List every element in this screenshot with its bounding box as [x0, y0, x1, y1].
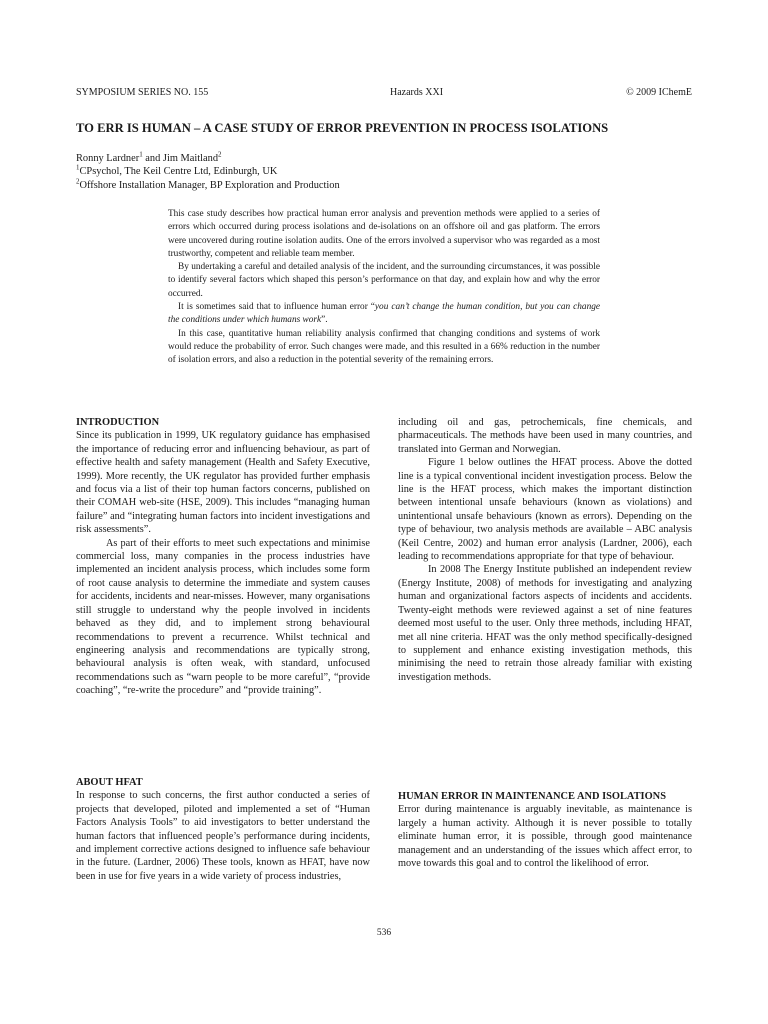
author-block [76, 152, 516, 192]
body-paragraph: In response to such concerns, the first author conducted a series of projects that developed, piloted and implemented a set of “Human Factors Analysis Tools” to aid investigators to better understand the human factors that influenced people’s performance during incidents, and implement corrective actions designed to influence safe behaviour in the future. (Lardner, 2006) These tools, known as HFAT, have now been in use for five years in a wide variety of process industries, [76, 790, 370, 882]
about-hfat-heading: ABOUT HFAT [76, 777, 143, 788]
page-number: 536 [376, 928, 392, 938]
abstract-paragraph: In this case, quantitative human reliability analysis confirmed that changing conditions and systems of work would reduce the probability of error. Such changes were made, and this resulted in a 66% reduction in the number of isolation errors, and also a reduction in the potential severity of the remaining errors. [168, 328, 600, 366]
about-hfat-continued [398, 416, 692, 684]
paper-title: TO ERR IS HUMAN – A CASE STUDY OF ERROR PREVENTION IN PROCESS ISOLATIONS [76, 121, 609, 135]
body-paragraph: Error during maintenance is arguably inevitable, as maintenance is largely a human activity. Although it is never possible to totally eliminate human error, it is possible, through good maintenance management and an understanding of the issues which affect error, to move towards this goal and to control the likelihood of error. [398, 804, 692, 870]
abstract-paragraph: By undertaking a careful and detailed analysis of the incident, and the surrounding circumstances, it was possible to identify several factors which shaped this person’s performance on that day, and explain how and why the error occurred. [168, 262, 600, 299]
abstract-paragraph: This case study describes how practical human error analysis and prevention methods were applied to a series of errors which occurred during process isolations and de-isolations on an offshore oil and gas platform. The errors were uncovered during routine isolation audits. One of the errors involved a supervisor who was regarded as a most trustworthy, competent and reliable team member. [168, 209, 600, 259]
running-header [76, 86, 692, 100]
about-hfat-section [76, 776, 370, 883]
conference-label: Hazards XXI [390, 87, 444, 98]
affiliation-1: $^1$CPsychol, The Keil Centre Ltd, Edinburgh, UK [76, 163, 278, 178]
copyright-label: © 2009 IChemE [626, 87, 692, 98]
body-paragraph: Figure 1 below outlines the HFAT process. Above the dotted line is a typical conventional incident investigation process. Below the line is the HFAT process, which makes the important distinction between intentional unsafe behaviours (known as violations) and unintentional unsafe behaviours (known as errors). Depending on the type of behaviour, two analysis methods are available – ABC analysis (Keil Centre, 2002) and human error analysis (Lardner, 2006), each leading to recommendations appropriate for that type of behaviour. [398, 457, 692, 563]
introduction-heading: INTRODUCTION [76, 417, 160, 428]
series-label: SYMPOSIUM SERIES NO. 155 [76, 87, 209, 98]
introduction-section [76, 416, 370, 698]
abstract [168, 208, 600, 368]
author-names: Ronny Lardner$^1$ and Jim Maitland$^2$ [76, 150, 222, 164]
abstract-paragraph: It is sometimes said that to influence human error “you can’t change the human condition, but you can change the conditions under which humans work”. [168, 302, 600, 326]
body-paragraph: In 2008 The Energy Institute published an independent review (Energy Institute, 2008) of methods for investigating and analyzing human and organizational factors aspects of incidents and accidents. Twenty-eight methods were reviewed against a set of nine features deemed most useful to the user. Only three methods, including HFAT, met all nine criteria. HFAT was the only method specifically-designed to supplement and enhance existing investigation methods, this minimising the need to retrain those already familiar with existing investigation methods. [398, 564, 692, 683]
human-error-section [398, 790, 692, 870]
abstract-quote: you can’t change the human condition, but you can change the conditions under which humans work [168, 302, 600, 326]
body-paragraph: As part of their efforts to meet such expectations and minimise commercial loss, many companies in the process industries have implemented an incident analysis process, which includes some form of root cause analysis to determine the immediate and system causes for accidents, incidents and near-misses. However, many organisations still struggle to understand why the people involved in incidents behaved as they did, and to implement strong behavioural recommendations to prevent a recurrence. Whilst technical and engineering analysis and recommendations are typically strong, behavioural analysis is often weak, with standard, unfocused recommendations such as “warn people to be more careful”, “provide coaching”, “re-write the procedure” and “provide training”. [76, 537, 370, 697]
body-paragraph-continued: including oil and gas, petrochemicals, fine chemicals, and pharmaceuticals. The methods have been used in many countries, and translated into German and Norwegian. [398, 417, 692, 455]
human-error-heading: HUMAN ERROR IN MAINTENANCE AND ISOLATIONS [398, 791, 666, 802]
body-paragraph: Since its publication in 1999, UK regulatory guidance has emphasised the importance of reducing error and influencing behaviour, as part of effective health and safety management (Health and Safety Executive, 1999). More recently, the UK regulator has provided further emphasis and focus via a list of their top human factors concerns, published on their COMAH web-site (HSE, 2009). This includes “managing human failure” and “integrating human factors into incident investigations and risk assessments”. [76, 430, 370, 536]
affiliation-2: $^2$Offshore Installation Manager, BP Exploration and Production [76, 177, 340, 191]
